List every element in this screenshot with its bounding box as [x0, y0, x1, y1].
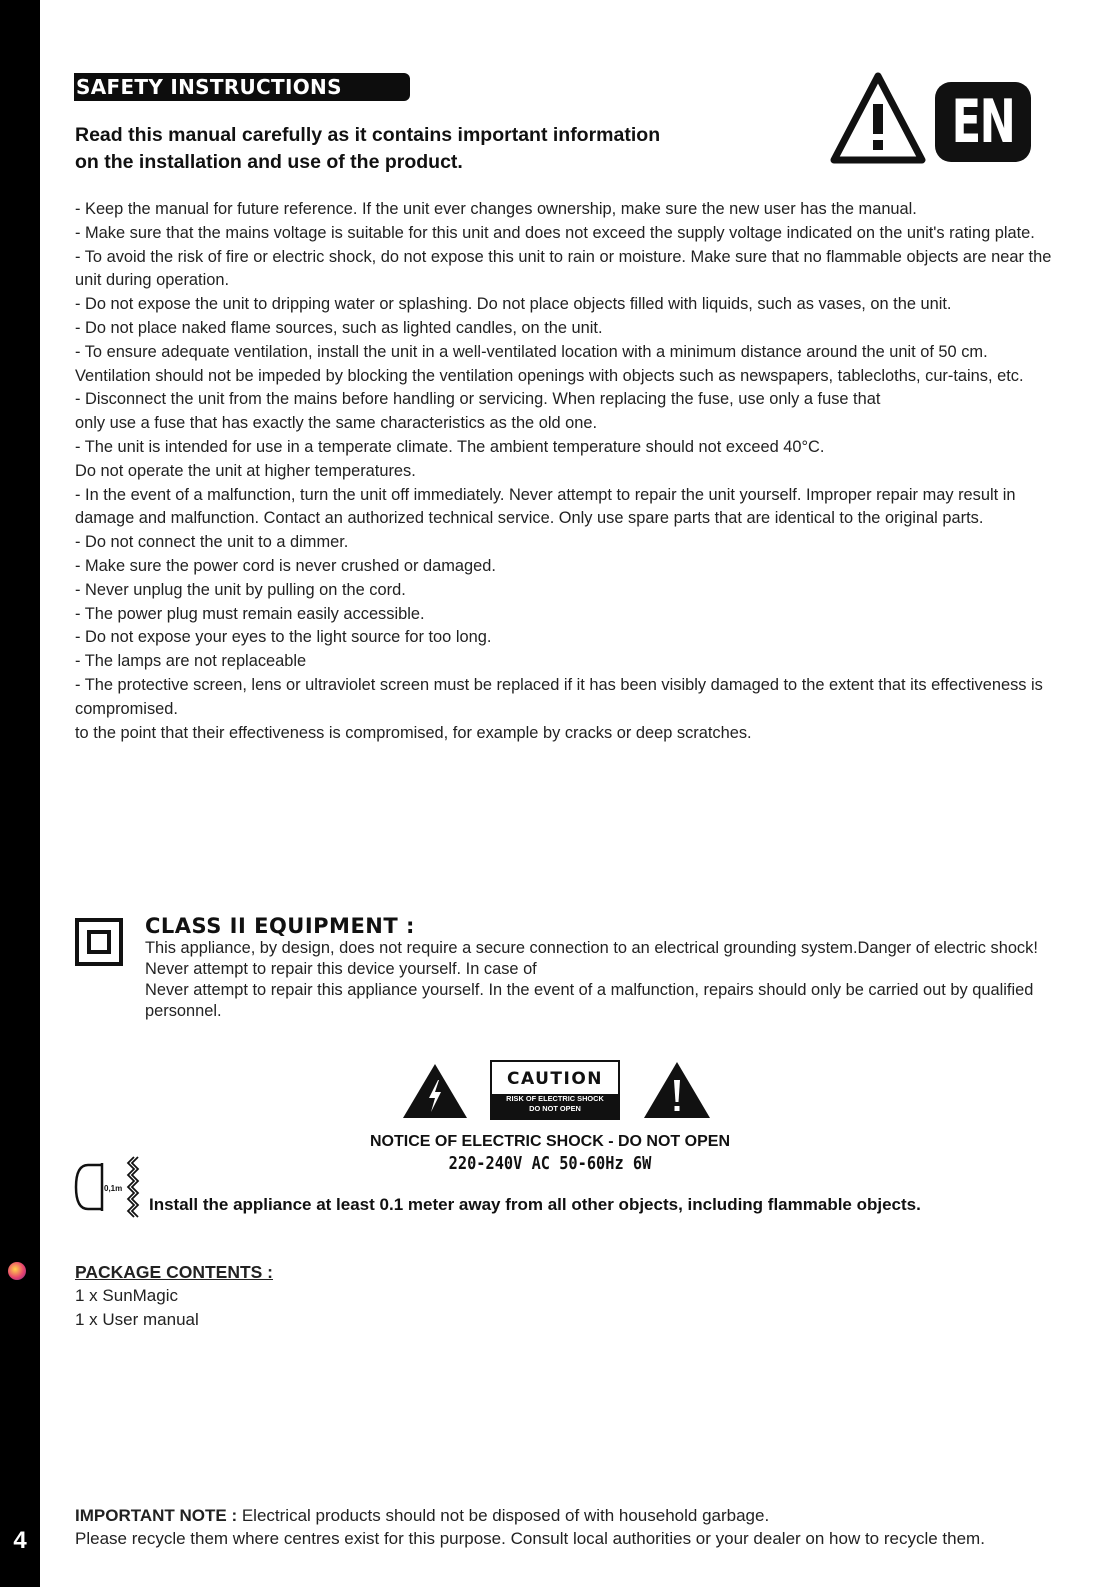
warning-triangle-icon: [830, 70, 926, 166]
safety-instructions-list: [75, 198, 1067, 745]
power-rating: 220-240V AC 50-60Hz 6W: [448, 1153, 652, 1174]
class-ii-equipment-icon: [75, 918, 123, 966]
list-item: - Do not connect the unit to a dimmer.: [75, 533, 349, 552]
brand-name: LyteQuest: [38, 1311, 78, 1500]
list-item: - The power plug must remain easily accessible.: [75, 604, 425, 623]
section-title-bar: [74, 73, 410, 101]
distance-instruction: Install the appliance at least 0.1 meter away from all other objects, including flammable objects.: [149, 1195, 921, 1214]
caution-strip-line-1: RISK OF ELECTRIC SHOCK: [506, 1094, 604, 1103]
caution-strip-line-2: DO NOT OPEN: [529, 1104, 581, 1113]
important-note: [75, 1504, 1075, 1550]
sidebar: [0, 0, 78, 1587]
intro-line-1: Read this manual carefully as it contains important information: [75, 124, 661, 146]
list-item: - In the event of a malfunction, turn the unit off immediately. Never attempt to repair the unit yourself. Improper repair may result in damage and malfunction. Contact an authorized technical service. Only use spare parts that are identical to the original parts.: [75, 485, 1016, 528]
package-contents-title: PACKAGE CONTENTS :: [75, 1262, 274, 1282]
important-note-label: IMPORTANT NOTE :: [75, 1506, 238, 1525]
list-item: - To ensure adequate ventilation, install the unit in a well-ventilated location with a minimum distance around the unit of 50 cm.: [75, 342, 988, 361]
list-item: only use a fuse that has exactly the same characteristics as the old one.: [75, 414, 598, 433]
class-ii-title: CLASS II EQUIPMENT :: [145, 914, 415, 938]
list-item: - Keep the manual for future reference. If the unit ever changes ownership, make sure the new user has the manual.: [75, 200, 917, 218]
list-item: Ventilation should not be impeded by blocking the ventilation openings with objects such as newspapers, tablecloths, cur-tains, etc.: [75, 366, 1024, 385]
distance-icon: [72, 1155, 142, 1219]
list-item: - Do not expose the unit to dripping water or splashing. Do not place objects filled with liquids, such as vases, on the unit.: [75, 295, 952, 314]
caution-strip: [492, 1094, 618, 1118]
caution-word: CAUTION: [506, 1069, 603, 1089]
important-note-text-1: Electrical products should not be disposed of with household garbage.: [237, 1506, 770, 1525]
list-item: - The protective screen, lens or ultraviolet screen must be replaced if it has been visibly damaged to the extent that its effectiveness is compromised.: [75, 675, 1043, 718]
list-item: - Do not place naked flame sources, such as lighted candles, on the unit.: [75, 318, 603, 337]
class-ii-line-2: Never attempt to repair this appliance yourself. In the event of a malfunction, repairs should only be carried out by qualified personnel.: [145, 981, 1034, 1020]
brand-sun-icon: [8, 1262, 26, 1280]
list-item: - Do not expose your eyes to the light source for too long.: [75, 628, 492, 647]
language-badge: [935, 82, 1031, 162]
list-item: - The unit is intended for use in a temperate climate. The ambient temperature should not exceed 40°C.: [75, 437, 825, 456]
exclamation-warning-icon: [642, 1060, 712, 1120]
language-badge-label: EN: [951, 87, 1015, 157]
section-title: SAFETY INSTRUCTIONS: [76, 75, 342, 99]
important-note-text-2: Please recycle them where centres exist for this purpose. Consult local authorities or your dealer on how to recycle them.: [75, 1529, 985, 1548]
list-item: - The lamps are not replaceable: [75, 652, 307, 671]
intro-text: [75, 122, 775, 176]
class-ii-text: [145, 938, 1085, 1022]
list-item: 1 x User manual: [75, 1310, 199, 1329]
list-item: to the point that their effectiveness is compromised, for example by cracks or deep scratches.: [75, 723, 752, 742]
list-item: 1 x SunMagic: [75, 1286, 178, 1305]
electric-shock-notice: NOTICE OF ELECTRIC SHOCK - DO NOT OPEN: [369, 1133, 730, 1150]
distance-icon-label: 0,1m: [104, 1184, 123, 1193]
class-ii-line-1: This appliance, by design, does not require a secure connection to an electrical grounding system.Danger of electric shock! Never attempt to repair this device yourself. In case of: [145, 939, 1038, 978]
list-item: - Disconnect the unit from the mains before handling or servicing. When replacing the fuse, use only a fuse that: [75, 390, 881, 409]
list-item: - Make sure the power cord is never crushed or damaged.: [75, 556, 496, 575]
list-item: Do not operate the unit at higher temperatures.: [75, 461, 416, 480]
caution-label: [490, 1060, 620, 1120]
list-item: - To avoid the risk of fire or electric shock, do not expose this unit to rain or moisture. Make sure that no flammable objects are near the unit during operation.: [75, 247, 1052, 290]
electric-shock-warning-icon: [401, 1062, 469, 1120]
intro-line-2: on the installation and use of the product.: [75, 151, 463, 173]
list-item: - Make sure that the mains voltage is suitable for this unit and does not exceed the supply voltage indicated on the unit's rating plate.: [75, 223, 1035, 242]
page-number: 4: [13, 1527, 27, 1554]
list-item: - Never unplug the unit by pulling on the cord.: [75, 580, 406, 599]
